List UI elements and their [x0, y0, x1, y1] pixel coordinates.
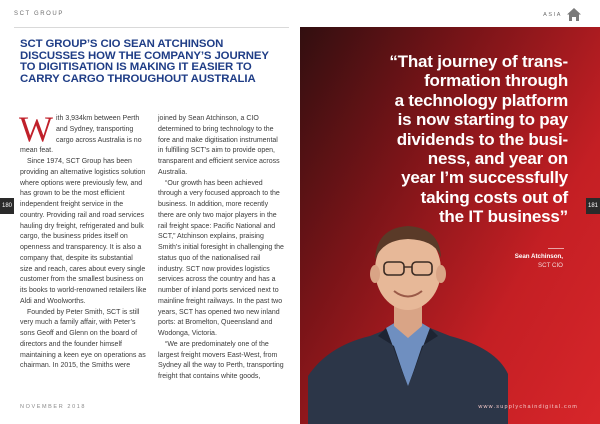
right-page: [300, 0, 600, 424]
body-paragraph: Since 1974, SCT Group has been providing an alternative logistics solution where options were previously few, and has grown to be the most efficient independent freight service in the country. Providing rail and road services hauling dry freight, refrigerated and bulk cargo, the business prides itself on openness and transparency. It is also a company that, despite its substantial size and reach, cares about every single customer from the smallest business on its books to world-renowned retailers like Aldi and Woolworths.: [20, 158, 147, 305]
quote-line: year I’m successfully: [401, 168, 568, 188]
body-column-2: [158, 114, 285, 383]
region-label: ASIA: [543, 12, 562, 18]
body-paragraph: Founded by Peter Smith, SCT is still very much a family affair, with Peter’s sons Geoff and Glenn on the board of directors and the founder himself maintaining a keen eye on operations as chairman. In 2015, the Smiths were: [20, 308, 146, 370]
quote-line: “That journey of trans-: [389, 52, 568, 71]
page-number: 181: [586, 198, 600, 214]
body-paragraph: ith 3,934km between Perth and Sydney, transporting cargo across Australia is no mean feat.: [20, 115, 142, 155]
header-divider: [14, 27, 289, 28]
headline-line: DISCUSSES HOW THE COMPANY’S JOURNEY: [20, 49, 269, 62]
attribution-name: Sean Atchinson,: [514, 253, 563, 260]
quote-line: formation through: [424, 71, 568, 91]
body-column-1: [19, 109, 147, 372]
body-paragraph: joined by Sean Atchinson, a CIO determined to bring technology to the fore and make digitisation instrumental in fulfilling SCT’s aim to provide open, transparent and efficient service across Australia.: [158, 115, 280, 176]
headline-line: SCT GROUP’S CIO SEAN ATCHINSON: [20, 38, 224, 50]
attribution-role: SCT CIO: [538, 262, 563, 269]
attribution-divider: [548, 248, 564, 249]
quote-line: ness, and year on: [427, 149, 568, 169]
body-paragraph: “Our growth has been achieved through a very focused approach to the business. In addition, more recently there are only two major players in the rail freight space: Pacific National and SCT,” Atchinson explains, praising Smith’s initial foresight in challenging the status quo of the nationalised rail industry. SCT now provides logistics services across the country and has a number of inland ports serviced next to mainline freight railways. In the past two years, SCT has opened two new inland ports: at Bromelton, Queensland and Wodonga, Victoria.: [158, 179, 284, 337]
quote-line: the IT business”: [438, 207, 568, 227]
article-headline: [20, 39, 285, 85]
body-paragraph: “We are predominately one of the largest freight movers East-West, from Sydney all the way to Perth, transporting freight that contains white goods,: [158, 340, 284, 380]
headline-line: CARRY CARGO THROUGHOUT AUSTRALIA: [20, 72, 256, 85]
quote-line: is now starting to pay: [397, 110, 568, 130]
issue-date: NOVEMBER 2018: [20, 404, 87, 410]
quote-line: a technology platform: [394, 90, 568, 110]
quote-line: dividends to the busi-: [396, 129, 568, 149]
quote-line: taking costs out of: [420, 187, 568, 207]
section-header: SCT GROUP: [14, 11, 64, 17]
page-number: 180: [0, 198, 14, 214]
drop-cap: W: [19, 109, 53, 149]
portrait-photo: [308, 196, 508, 424]
pull-quote: [328, 52, 568, 227]
headline-line: TO DIGITISATION IS MAKING IT EASIER TO: [20, 61, 252, 74]
website-url[interactable]: www.supplychaindigital.com: [478, 404, 578, 410]
home-icon[interactable]: [566, 7, 582, 22]
